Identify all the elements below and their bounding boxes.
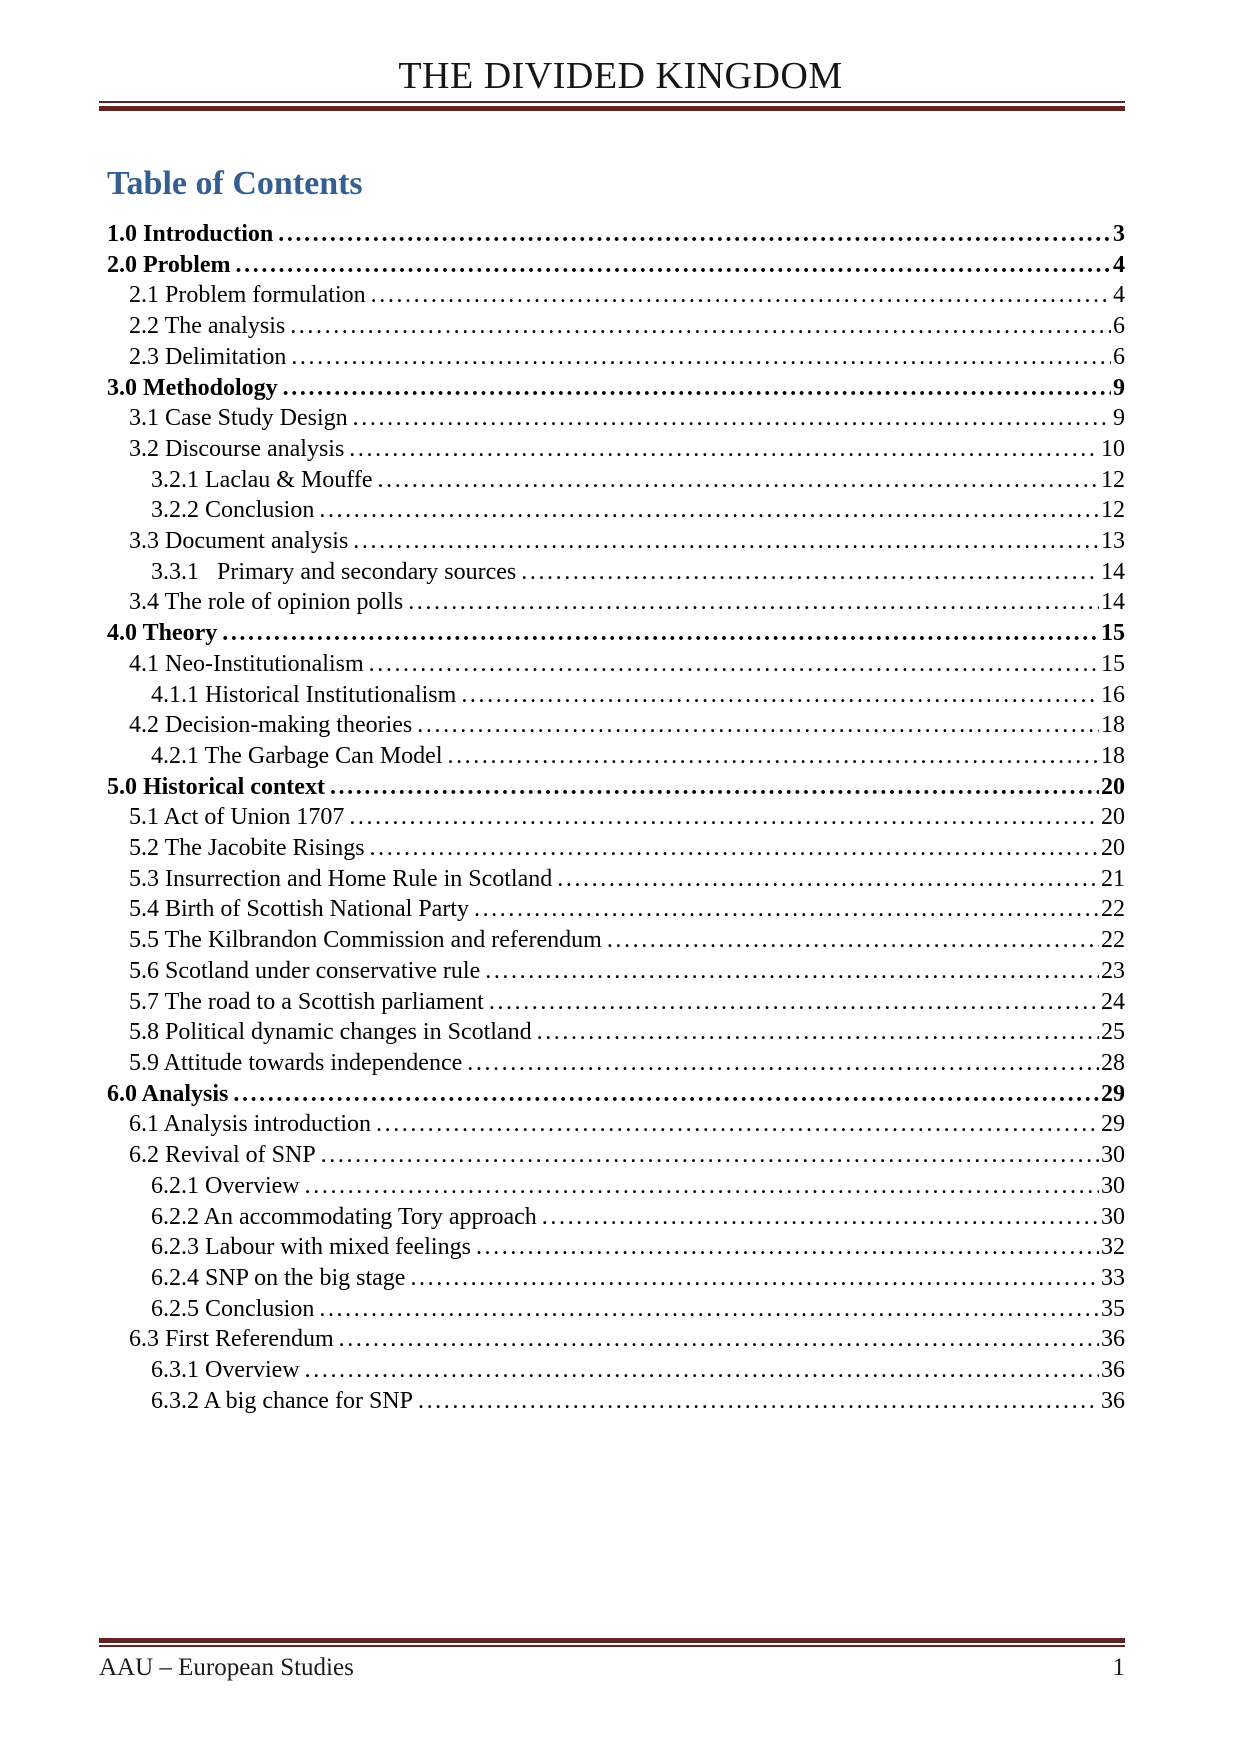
toc-entry-page-number: 36: [1101, 1357, 1125, 1384]
toc-leader-dots: [348, 403, 1111, 434]
toc-leader-dots: [325, 772, 1099, 803]
toc-entry-page-number: 12: [1101, 497, 1125, 524]
toc-entry-label: 6.2.2 An accommodating Tory approach: [151, 1203, 537, 1230]
toc-entry-label: 1.0 Introduction: [107, 221, 274, 247]
toc-entry[interactable]: [107, 250, 1125, 281]
toc-entry-page-number: 20: [1101, 804, 1125, 831]
toc-leader-dots: [314, 1294, 1099, 1325]
toc-entry-page-number: 18: [1101, 742, 1125, 769]
toc-entry-page-number: 36: [1101, 1387, 1125, 1414]
toc-leader-dots: [300, 1171, 1099, 1202]
toc-entry[interactable]: [107, 925, 1125, 956]
toc-entry[interactable]: [107, 618, 1125, 649]
toc-entry-page-number: 29: [1101, 1111, 1125, 1138]
toc-entry[interactable]: [107, 1171, 1125, 1202]
toc-entry[interactable]: [107, 956, 1125, 987]
toc-entry[interactable]: [107, 403, 1125, 434]
toc-entry-page-number: 18: [1101, 712, 1125, 739]
toc-entry-label: 6.1 Analysis introduction: [129, 1111, 371, 1138]
document-title: THE DIVIDED KINGDOM: [398, 55, 843, 97]
toc-entry[interactable]: [107, 710, 1125, 741]
toc-entry-page-number: 35: [1101, 1295, 1125, 1322]
toc-entry-label: 3.2 Discourse analysis: [129, 435, 345, 462]
toc-entry-label: 3.1 Case Study Design: [129, 405, 348, 432]
toc-entry-label: 5.2 The Jacobite Risings: [129, 835, 365, 862]
toc-entry-label: 5.5 The Kilbrandon Commission and referendum: [129, 927, 602, 954]
toc-entry-page-number: 10: [1101, 435, 1125, 462]
toc-leader-dots: [285, 311, 1111, 342]
toc-entry-label: 3.2.2 Conclusion: [151, 497, 315, 524]
toc-entry[interactable]: [107, 1263, 1125, 1294]
toc-leader-dots: [471, 1232, 1099, 1263]
toc-leader-dots: [364, 649, 1099, 680]
toc-leader-dots: [344, 802, 1099, 833]
toc-leader-dots: [366, 280, 1111, 311]
toc-entry-label: 4.2.1 The Garbage Can Model: [151, 742, 443, 769]
toc-entry[interactable]: [107, 495, 1125, 526]
toc-entry[interactable]: [107, 587, 1125, 618]
header-rule-thick: [99, 106, 1125, 111]
toc-leader-dots: [300, 1355, 1099, 1386]
toc-entry-label: 4.2 Decision-making theories: [129, 712, 413, 739]
toc-entry-label: 4.1.1 Historical Institutionalism: [151, 681, 457, 708]
toc-entry-label: 6.2.3 Labour with mixed feelings: [151, 1234, 471, 1261]
toc-leader-dots: [217, 618, 1099, 649]
toc-entry-page-number: 29: [1101, 1080, 1125, 1107]
toc-entry-label: 5.1 Act of Union 1707: [129, 804, 345, 831]
toc-entry-page-number: 15: [1101, 650, 1125, 677]
header-rule: [99, 101, 1125, 111]
toc-leader-dots: [316, 1140, 1099, 1171]
toc-leader-dots: [403, 587, 1099, 618]
toc-entry-label: 2.3 Delimitation: [129, 343, 287, 370]
toc-entry-label: 3.3.1 Primary and secondary sources: [151, 558, 517, 585]
toc-entry-label: 5.6 Scotland under conservative rule: [129, 957, 481, 984]
toc-entry-page-number: 4: [1113, 282, 1125, 309]
toc-entry-page-number: 14: [1101, 558, 1125, 585]
toc-entry-label: 2.0 Problem: [107, 251, 231, 278]
toc-leader-dots: [405, 1263, 1099, 1294]
toc-entry[interactable]: [107, 833, 1125, 864]
footer-institution: AAU – European Studies: [99, 1654, 354, 1681]
toc-entry-label: 3.4 The role of opinion polls: [129, 589, 404, 616]
toc-leader-dots: [334, 1324, 1099, 1355]
toc-leader-dots: [602, 925, 1099, 956]
toc-leader-dots: [442, 741, 1099, 772]
toc-entry-label: 6.3 First Referendum: [129, 1326, 334, 1353]
toc-entry-page-number: 15: [1101, 620, 1125, 647]
toc-leader-dots: [413, 1386, 1099, 1417]
toc-entry-page-number: 6: [1113, 343, 1125, 370]
toc-entry-label: 6.2 Revival of SNP: [129, 1142, 316, 1169]
toc-entry-page-number: 36: [1101, 1326, 1125, 1353]
toc-leader-dots: [371, 1109, 1099, 1140]
toc-entry-label: 2.2 The analysis: [129, 313, 286, 340]
toc-entry[interactable]: [107, 894, 1125, 925]
toc-entry-page-number: 20: [1101, 773, 1125, 800]
toc-entry-page-number: 22: [1101, 927, 1125, 954]
toc-entry[interactable]: [107, 1079, 1125, 1110]
toc-entry[interactable]: [107, 1109, 1125, 1140]
toc-leader-dots: [314, 495, 1099, 526]
toc-entry-label: 6.2.1 Overview: [151, 1172, 300, 1199]
toc-entry[interactable]: [107, 280, 1125, 311]
toc-leader-dots: [273, 219, 1111, 250]
toc-entry-label: 5.9 Attitude towards independence: [129, 1049, 463, 1076]
toc-entry-page-number: 30: [1101, 1172, 1125, 1199]
toc-entry[interactable]: [107, 1386, 1125, 1417]
toc-entry-label: 5.3 Insurrection and Home Rule in Scotland: [129, 865, 553, 892]
toc-entry[interactable]: [107, 342, 1125, 373]
toc-entry-label: 4.1 Neo-Institutionalism: [129, 650, 364, 677]
toc-entry-page-number: 20: [1101, 835, 1125, 862]
toc-leader-dots: [469, 894, 1099, 925]
toc-entry-label: 6.2.4 SNP on the big stage: [151, 1264, 406, 1291]
toc-leader-dots: [373, 465, 1100, 496]
toc-entry[interactable]: [107, 649, 1125, 680]
toc-entry[interactable]: [107, 434, 1125, 465]
toc-entry-page-number: 32: [1101, 1234, 1125, 1261]
toc-entry[interactable]: [107, 987, 1125, 1018]
toc-leader-dots: [412, 710, 1099, 741]
toc-entry-page-number: 16: [1101, 681, 1125, 708]
toc-leader-dots: [228, 1079, 1099, 1110]
header-rule-thin: [99, 101, 1125, 103]
toc-entry-label: 5.7 The road to a Scottish parliament: [129, 988, 484, 1015]
toc-entry-label: 5.4 Birth of Scottish National Party: [129, 896, 469, 923]
toc-entry-label: 4.0 Theory: [107, 620, 218, 647]
toc-entry-page-number: 24: [1101, 988, 1125, 1015]
toc-entry-label: 5.8 Political dynamic changes in Scotland: [129, 1019, 532, 1046]
toc-entry-label: 6.2.5 Conclusion: [151, 1295, 315, 1322]
toc-entry-page-number: 14: [1101, 589, 1125, 616]
toc-heading: Table of Contents: [107, 165, 363, 202]
footer-rule-thin: [99, 1645, 1125, 1647]
toc-entry-label: 3.2.1 Laclau & Mouffe: [151, 466, 373, 493]
toc-leader-dots: [365, 833, 1099, 864]
toc-leader-dots: [462, 1048, 1099, 1079]
toc-entry[interactable]: [107, 1140, 1125, 1171]
toc-leader-dots: [344, 434, 1099, 465]
toc-entry-page-number: 3: [1113, 221, 1125, 247]
toc-entry[interactable]: [107, 311, 1125, 342]
toc-leader-dots: [532, 1017, 1099, 1048]
toc-entry-page-number: 9: [1113, 374, 1125, 401]
toc-entry[interactable]: [107, 1232, 1125, 1263]
toc-entry[interactable]: [107, 1202, 1125, 1233]
footer-row: [99, 1654, 1125, 1682]
toc-entry-page-number: 33: [1101, 1264, 1125, 1291]
footer-rule-thick: [99, 1638, 1125, 1643]
toc-entry-label: 3.3 Document analysis: [129, 528, 349, 555]
toc-entry-page-number: 4: [1113, 251, 1125, 278]
toc-entry[interactable]: [107, 526, 1125, 557]
toc-entry[interactable]: [107, 1324, 1125, 1355]
toc-entry[interactable]: [107, 1017, 1125, 1048]
toc-entry-label: 6.3.2 A big chance for SNP: [151, 1387, 413, 1414]
toc-leader-dots: [484, 987, 1099, 1018]
toc-entry-page-number: 21: [1101, 865, 1125, 892]
toc-entry-label: 5.0 Historical context: [107, 773, 325, 800]
toc-entry-page-number: 30: [1101, 1203, 1125, 1230]
toc-entry-page-number: 23: [1101, 957, 1125, 984]
toc-entry-page-number: 9: [1113, 405, 1125, 432]
toc-leader-dots: [278, 373, 1111, 404]
toc-entry[interactable]: [107, 1048, 1125, 1079]
toc-entry[interactable]: [107, 1294, 1125, 1325]
toc-leader-dots: [537, 1202, 1099, 1233]
toc-leader-dots: [480, 956, 1099, 987]
toc-entry-label: 2.1 Problem formulation: [129, 282, 366, 309]
toc-entry[interactable]: [107, 680, 1125, 711]
toc-leader-dots: [456, 680, 1099, 711]
toc-leader-dots: [231, 250, 1111, 281]
toc-entry-page-number: 6: [1113, 313, 1125, 340]
toc-entry[interactable]: [107, 772, 1125, 803]
toc-entry[interactable]: [107, 1355, 1125, 1386]
toc-entry[interactable]: [107, 557, 1125, 588]
toc-entry[interactable]: [107, 802, 1125, 833]
footer-page-number: 1: [1112, 1654, 1125, 1681]
toc-entry-page-number: 12: [1101, 466, 1125, 493]
toc-list: [107, 219, 1125, 1416]
page-header: [0, 0, 1241, 111]
toc-entry-label: 6.0 Analysis: [107, 1080, 229, 1107]
toc-leader-dots: [348, 526, 1099, 557]
toc-leader-dots: [516, 557, 1099, 588]
toc-entry-page-number: 28: [1101, 1049, 1125, 1076]
toc-entry[interactable]: [107, 741, 1125, 772]
toc-entry-page-number: 22: [1101, 896, 1125, 923]
toc-entry[interactable]: [107, 465, 1125, 496]
toc-entry-label: 3.0 Methodology: [107, 374, 278, 401]
toc-entry-page-number: 13: [1101, 528, 1125, 555]
toc-entry[interactable]: [107, 864, 1125, 895]
toc-leader-dots: [552, 864, 1099, 895]
toc-leader-dots: [286, 342, 1111, 373]
toc-entry-label: 6.3.1 Overview: [151, 1357, 300, 1384]
page-footer: [99, 1638, 1125, 1682]
toc-entry-page-number: 30: [1101, 1142, 1125, 1169]
toc-entry[interactable]: [107, 373, 1125, 404]
toc-entry-page-number: 25: [1101, 1019, 1125, 1046]
toc-entry[interactable]: [107, 219, 1125, 250]
